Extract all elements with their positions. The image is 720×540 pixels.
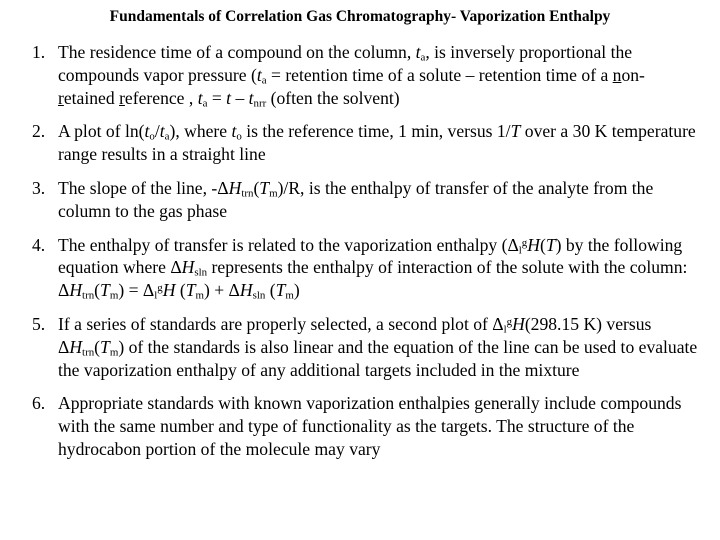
list-item xyxy=(32,41,700,109)
text-run: ( xyxy=(539,234,546,255)
text-run-it: t xyxy=(197,87,203,108)
text-run-it: T xyxy=(510,121,521,142)
text-run: ) + Δ xyxy=(203,280,240,301)
item-text xyxy=(58,235,687,301)
list-item xyxy=(32,313,700,381)
text-run: The enthalpy of transfer is related to the vaporization enthalpy (Δ xyxy=(58,234,519,255)
text-run-ul: r xyxy=(58,87,64,108)
text-run-it: T xyxy=(545,234,556,255)
text-run-it: t xyxy=(231,121,237,142)
text-run-sub: a xyxy=(420,51,426,64)
text-run-sup: g xyxy=(521,236,528,249)
text-run-sub: a xyxy=(164,131,170,144)
item-text xyxy=(58,121,696,164)
item-number: 4. xyxy=(32,234,46,255)
text-run: If a series of standards are properly selected, a second plot of Δ xyxy=(58,313,504,334)
text-run: The slope of the line, -Δ xyxy=(58,177,229,198)
item-text xyxy=(58,314,697,380)
text-run: ) of the standards is also linear and the equation of the line can be used to evaluate the vaporization enthalpy of any additional targets included in the mixture xyxy=(58,336,698,380)
text-run-it: H xyxy=(512,313,525,334)
text-run: eference , xyxy=(124,87,198,108)
text-run: A plot of ln( xyxy=(58,121,145,142)
text-run-sub: trn xyxy=(241,187,254,200)
text-run-it: t xyxy=(248,87,254,108)
item-number: 1. xyxy=(32,42,46,62)
text-run: is the reference time, 1 min, versus 1/ xyxy=(241,121,511,142)
text-run: (often the solvent) xyxy=(266,87,400,108)
text-run: Appropriate standards with known vaporization enthalpies generally include compounds with the same number and type of functionality as the targets. The structure of the hydrocabon portion of the molecule may vary xyxy=(58,393,682,459)
text-run-sup: g xyxy=(506,316,513,329)
text-run-it: H xyxy=(69,280,83,301)
text-run: ), where xyxy=(169,121,232,142)
text-run-sub: sln xyxy=(252,289,266,302)
text-run: ) = Δ xyxy=(118,280,155,301)
text-run-it: T xyxy=(100,336,110,357)
text-run: The residence time of a compound on the column, xyxy=(58,42,416,62)
text-run-it: T xyxy=(185,280,196,301)
list-item xyxy=(32,120,700,166)
text-run-sub: trn xyxy=(82,346,95,359)
text-run-sup: g xyxy=(157,282,163,295)
text-run-sub: a xyxy=(202,97,208,110)
text-run-it: T xyxy=(275,280,286,301)
text-run: ( xyxy=(94,280,101,301)
text-run: (298.15 K) versus Δ xyxy=(58,313,652,357)
text-run-ul: r xyxy=(119,87,125,108)
text-run-it: H xyxy=(162,280,176,301)
numbered-list xyxy=(32,41,700,472)
item-number: 2. xyxy=(32,121,46,142)
text-run-sub: sln xyxy=(194,267,208,280)
text-run: / xyxy=(154,121,160,142)
item-text xyxy=(58,178,653,221)
text-run-it: H xyxy=(69,336,83,357)
text-run-sub: l xyxy=(503,323,507,336)
text-run-it: T xyxy=(259,177,270,198)
text-run: ( xyxy=(94,336,101,357)
text-run: , is inversely proportional the compounds vapor pressure ( xyxy=(58,42,633,85)
text-run-it: T xyxy=(100,280,110,301)
item-number: 3. xyxy=(32,177,46,198)
text-run-it: t xyxy=(159,121,165,142)
text-run: ) xyxy=(293,280,300,301)
text-run-it: H xyxy=(527,234,540,255)
slide-title: Fundamentals of Correlation Gas Chromatography- Vaporization Enthalpy xyxy=(109,8,611,25)
list-item xyxy=(32,392,700,460)
text-run: etained xyxy=(63,87,120,108)
item-text xyxy=(58,393,681,459)
text-run-sub: l xyxy=(154,289,158,302)
text-run-it: t xyxy=(226,87,232,108)
text-run-sub: trn xyxy=(82,289,95,302)
text-run: represents the enthalpy of interaction of the solute with the column: Δ xyxy=(58,257,688,301)
item-text xyxy=(58,42,645,108)
text-run-sub: a xyxy=(261,74,267,87)
text-run: = retention time of a solute – retention time of a xyxy=(266,64,613,85)
text-run-it: t xyxy=(256,64,262,85)
text-run-ul: n xyxy=(612,64,622,85)
text-run-sub: m xyxy=(195,289,204,302)
list-item xyxy=(32,177,700,223)
list-item xyxy=(32,234,700,302)
text-run: = xyxy=(207,87,227,108)
text-run: )/R, is the enthalpy of transfer of the analyte from the column to the gas phase xyxy=(58,177,654,221)
text-run: ( xyxy=(253,177,260,198)
text-run-it: t xyxy=(415,42,421,62)
item-number: 5. xyxy=(32,313,46,334)
text-run: – xyxy=(231,87,249,108)
text-run-sub: m xyxy=(109,346,119,359)
text-run: ( xyxy=(175,280,186,301)
text-run: ( xyxy=(265,280,276,301)
text-run-sub: nrr xyxy=(253,97,267,110)
item-number: 6. xyxy=(32,393,46,414)
text-run-it: H xyxy=(239,280,253,301)
text-run-sub: l xyxy=(518,244,522,257)
text-run-sub: o xyxy=(149,131,155,144)
text-run: ) by the following equation where Δ xyxy=(58,234,683,278)
text-run: over a 30 K temperature range results in a straight line xyxy=(58,121,696,165)
text-run-sub: m xyxy=(269,187,278,200)
text-run-sub: o xyxy=(236,131,242,144)
text-run-sub: m xyxy=(285,289,294,302)
text-run-it: t xyxy=(144,121,150,142)
text-run: on- xyxy=(621,64,645,85)
text-run-it: H xyxy=(181,257,195,278)
text-run-it: H xyxy=(228,177,242,198)
text-run-sub: m xyxy=(109,289,119,302)
